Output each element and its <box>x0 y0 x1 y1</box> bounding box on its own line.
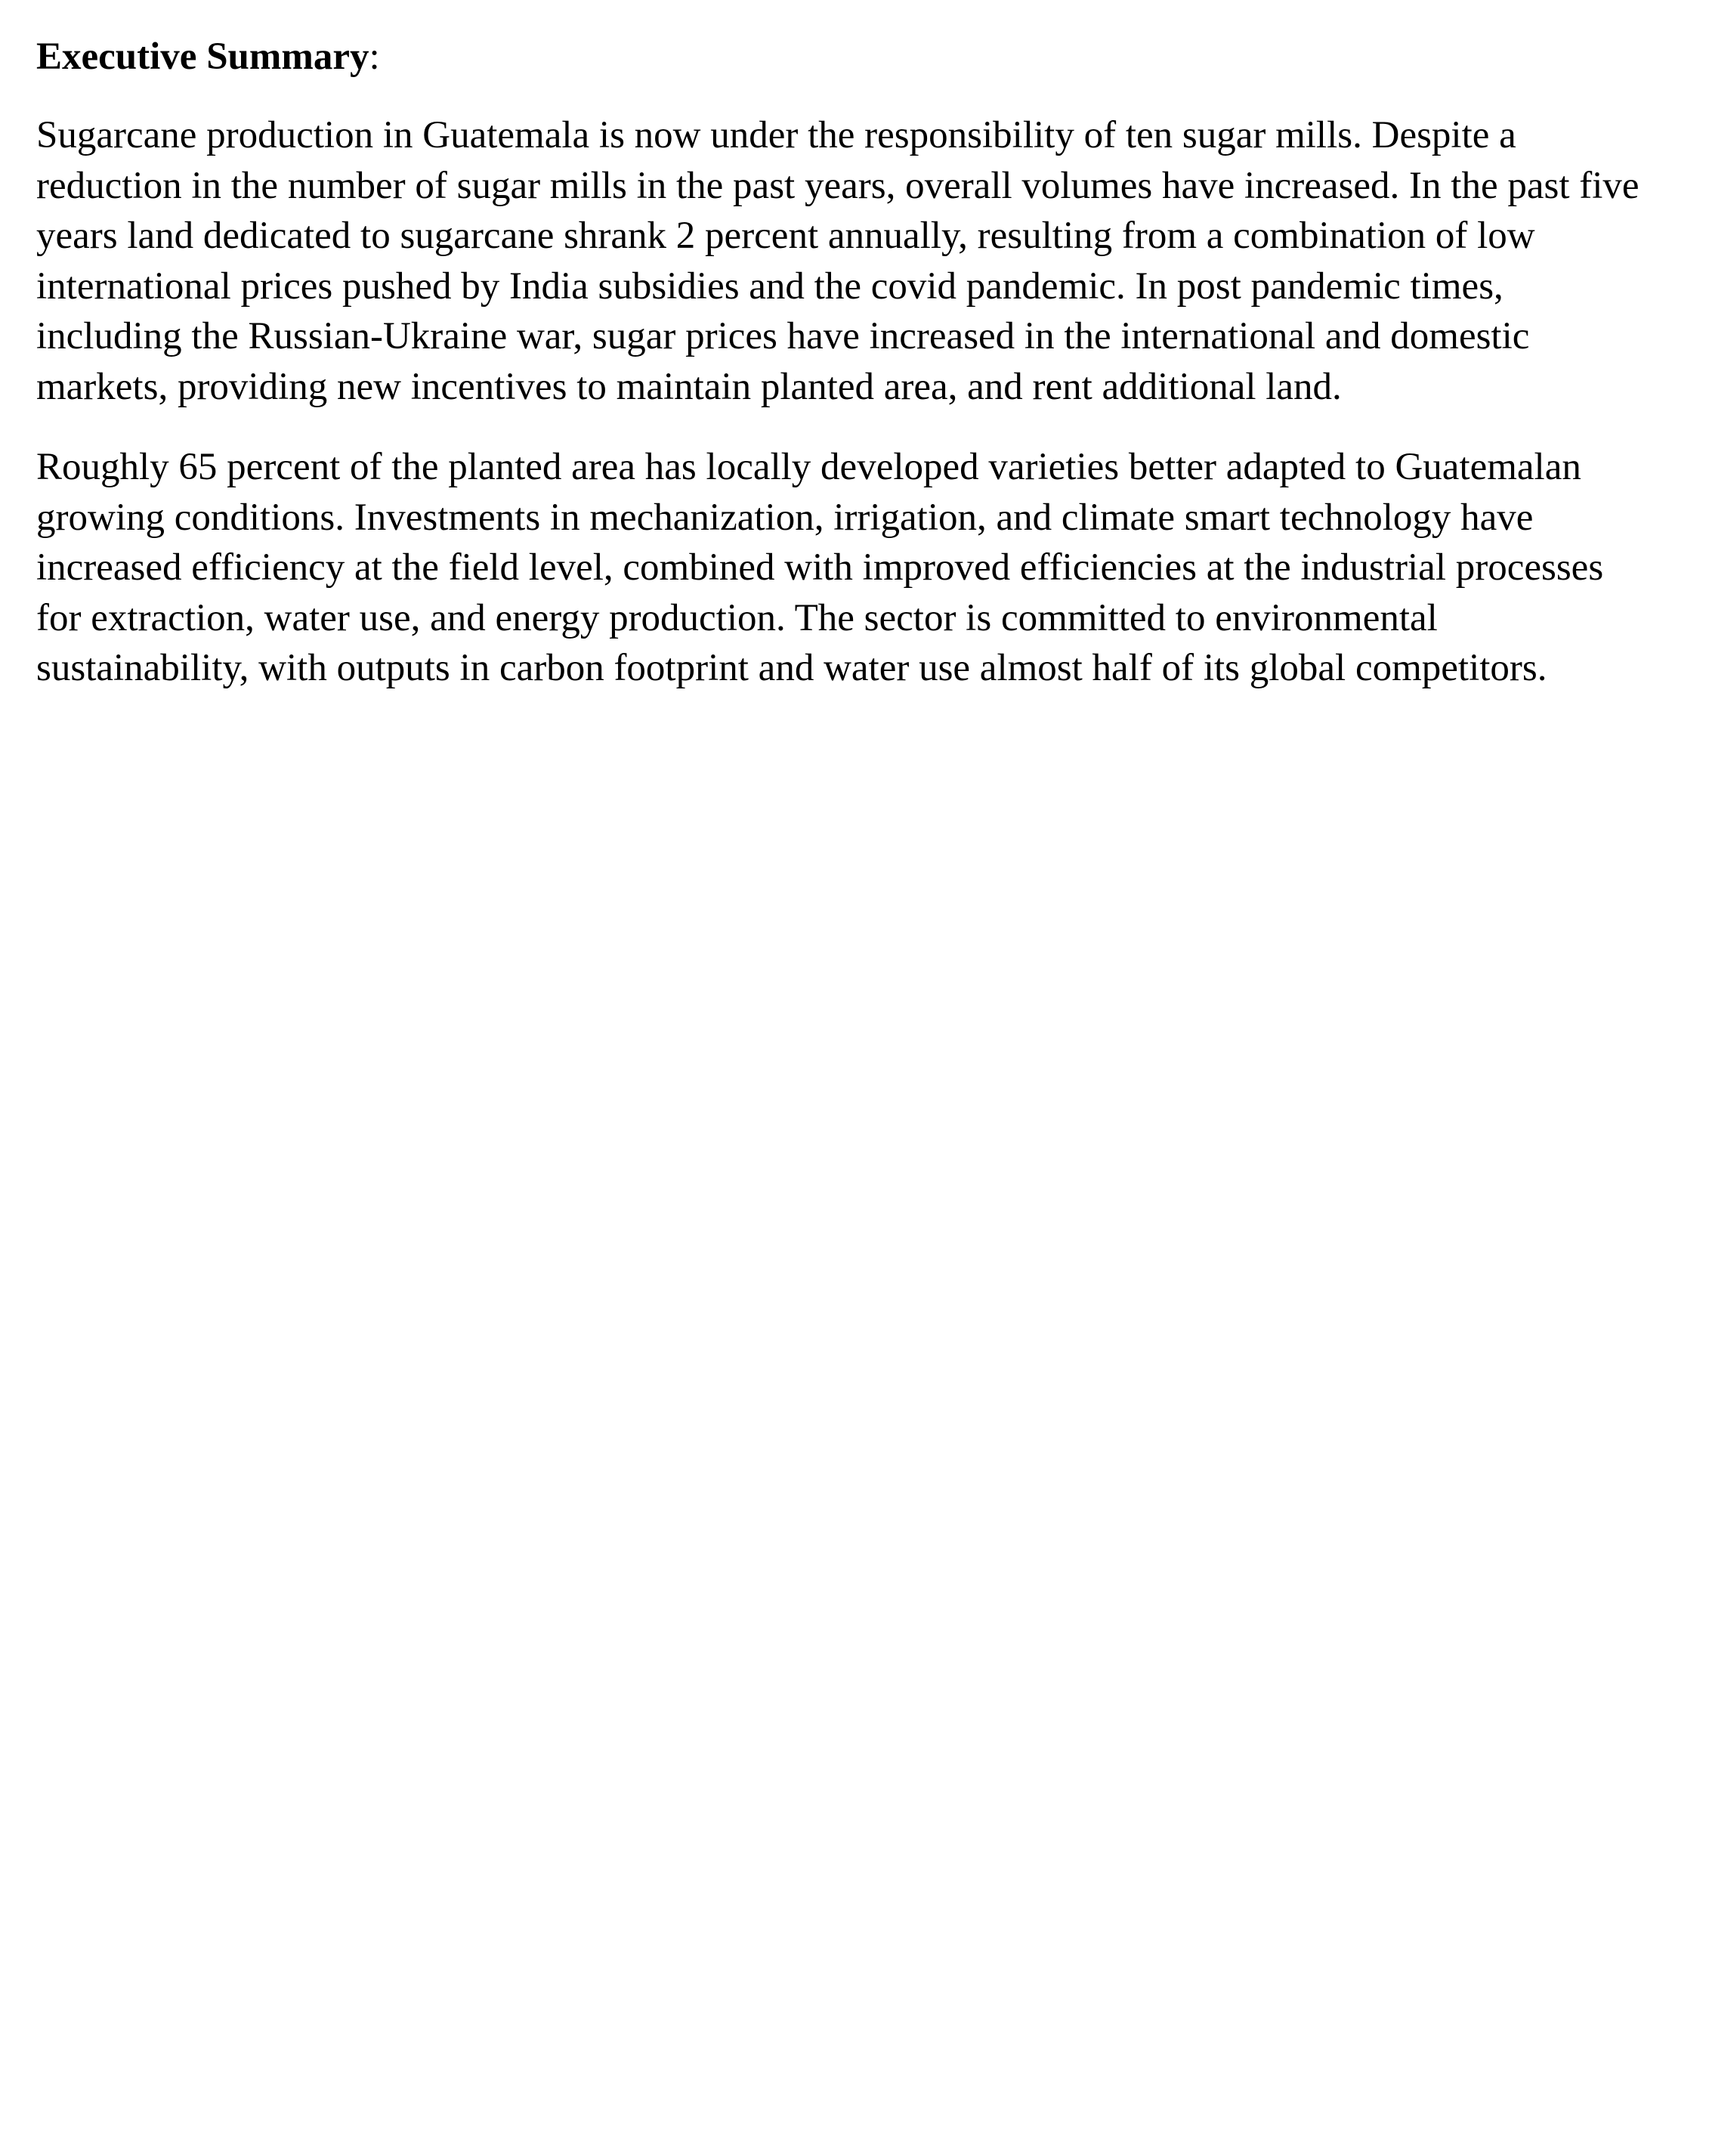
paragraph-line: markets, providing new incentives to maintain planted area, and rent additional land. <box>36 365 1342 408</box>
paragraph-line: international prices pushed by India subsidies and the covid pandemic. In post pandemic times, <box>36 264 1503 308</box>
section-heading-title: Executive Summary <box>36 36 369 78</box>
paragraph-line: years land dedicated to sugarcane shrank 2 percent annually, resulting from a combination of low <box>36 215 1535 257</box>
section-heading-colon: : <box>369 36 380 78</box>
paragraph-varieties <box>36 442 1646 694</box>
paragraph-production <box>36 110 1646 412</box>
paragraph-line: Roughly 65 percent of the planted area has locally developed varieties better adapted to Guatemalan <box>36 446 1581 488</box>
section-heading <box>36 30 1646 83</box>
document-page <box>36 30 1646 724</box>
paragraph-line: Sugarcane production in Guatemala is now under the responsibility of ten sugar mills. Despite a <box>36 114 1516 156</box>
paragraph-line: for extraction, water use, and energy production. The sector is committed to environmental <box>36 596 1438 639</box>
paragraph-line: increased efficiency at the field level, combined with improved efficiencies at the industrial processes <box>36 546 1604 589</box>
paragraph-line: including the Russian-Ukraine war, sugar prices have increased in the international and domestic <box>36 315 1530 357</box>
paragraph-line: reduction in the number of sugar mills in the past years, overall volumes have increased. In the past five <box>36 164 1639 207</box>
paragraph-line: sustainability, with outputs in carbon footprint and water use almost half of its global competitors. <box>36 647 1547 689</box>
paragraph-line: growing conditions. Investments in mechanization, irrigation, and climate smart technology have <box>36 496 1534 539</box>
